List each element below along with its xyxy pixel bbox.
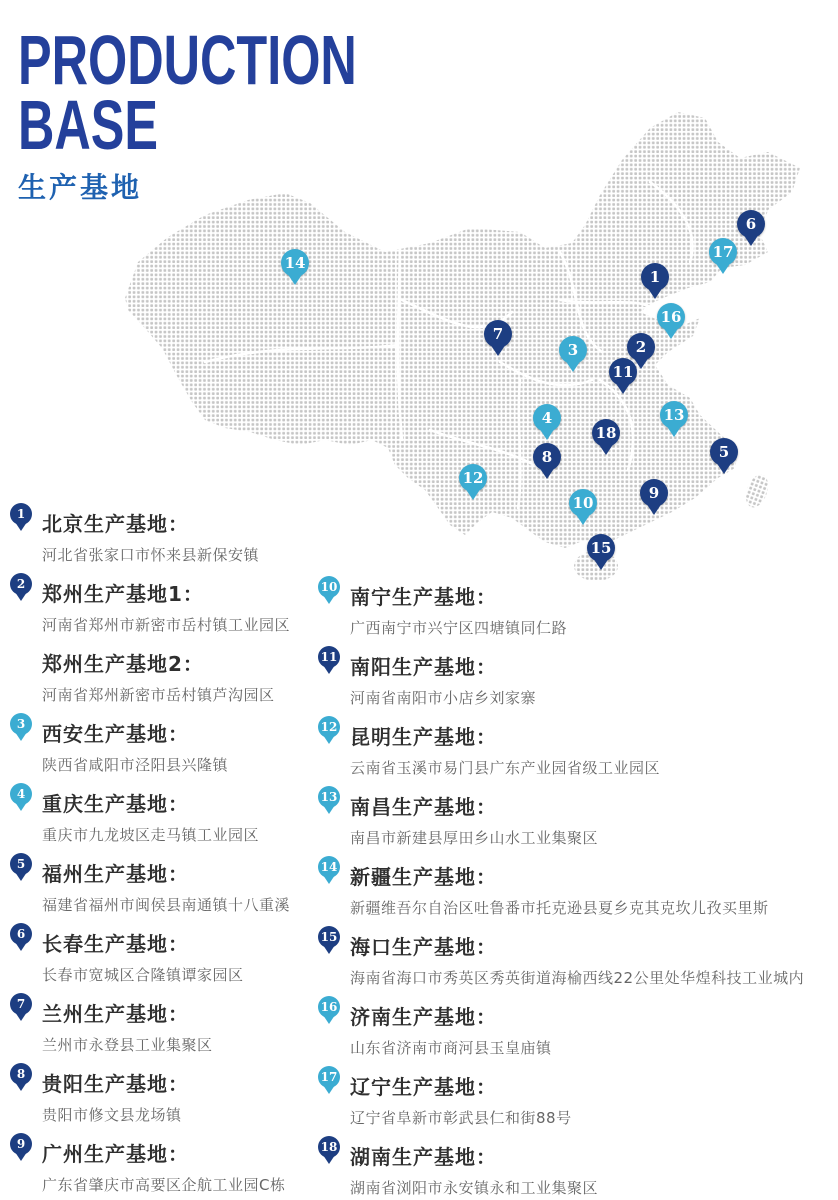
map-pin-number: 12: [462, 469, 484, 487]
list-pin-number: 8: [16, 1067, 26, 1081]
map-pin-12: [459, 464, 487, 492]
map-pin-number: 4: [541, 409, 553, 427]
base-entry: [10, 503, 330, 573]
list-pin-number: 16: [320, 1000, 338, 1014]
base-entry: [10, 643, 330, 713]
base-entry: [10, 573, 330, 643]
list-pin-number: 4: [16, 787, 26, 801]
base-address: 兰州市永登县工业集聚区: [42, 1036, 213, 1054]
base-title: 贵阳生产基地：: [42, 1072, 189, 1096]
base-address: 南昌市新建县厚田乡山水工业集聚区: [350, 829, 599, 847]
base-title: 南昌生产基地：: [350, 795, 497, 819]
list-pin-8: [10, 1063, 32, 1085]
list-pin-number: 11: [320, 650, 338, 664]
list-pin-3: [10, 713, 32, 735]
map-pin-7: [484, 320, 512, 348]
map-pin-number: 8: [541, 448, 553, 466]
base-entry: [10, 993, 330, 1063]
page-title-en-line2: BASE: [18, 86, 159, 164]
list-pin-7: [10, 993, 32, 1015]
map-pin-number: 16: [660, 308, 682, 326]
list-pin-14: [318, 856, 340, 878]
map-pin-number: 10: [572, 494, 594, 512]
map-pin-9: [640, 479, 668, 507]
list-pin-11: [318, 646, 340, 668]
map-pin-6: [737, 210, 765, 238]
map-pin-number: 11: [612, 363, 634, 381]
map-pin-3: [559, 336, 587, 364]
list-pin-number: 12: [320, 720, 338, 734]
base-address: 河南省郑州市新密市岳村镇工业园区: [42, 616, 291, 634]
base-entry: [10, 713, 330, 783]
base-entry: [318, 786, 838, 856]
map-pin-number: 13: [663, 406, 685, 424]
base-entry: [318, 996, 838, 1066]
map-pin-15: [587, 534, 615, 562]
base-address: 重庆市九龙坡区走马镇工业园区: [42, 826, 260, 844]
map-pin-5: [710, 438, 738, 466]
base-entry: [10, 853, 330, 923]
list-pin-number: 18: [320, 1140, 338, 1154]
base-entry: [10, 783, 330, 853]
list-pin-9: [10, 1133, 32, 1155]
base-entry: [318, 1136, 838, 1200]
list-pin-number: 10: [320, 580, 338, 594]
base-title: 北京生产基地：: [42, 512, 189, 536]
base-title: 福州生产基地：: [42, 862, 189, 886]
list-pin-number: 15: [320, 930, 338, 944]
taiwan-island-shape: [742, 472, 772, 511]
base-address: 河北省张家口市怀来县新保安镇: [42, 546, 260, 564]
base-address: 辽宁省阜新市彰武县仁和街88号: [350, 1109, 572, 1127]
base-entry: [10, 923, 330, 993]
base-address: 河南省郑州新密市岳村镇芦沟园区: [42, 686, 275, 704]
list-pin-16: [318, 996, 340, 1018]
page-title-cn: 生产基地: [18, 171, 143, 204]
base-title: 长春生产基地：: [42, 932, 189, 956]
map-pin-number: 15: [590, 539, 612, 557]
base-title: 郑州生产基地1：: [42, 582, 204, 606]
list-pin-number: 2: [16, 577, 26, 591]
base-title: 新疆生产基地：: [350, 865, 497, 889]
map-pin-number: 14: [284, 254, 306, 272]
map-pin-16: [657, 303, 685, 331]
base-address: 贵阳市修文县龙场镇: [42, 1106, 182, 1124]
base-entry: [318, 716, 838, 786]
base-entry: [318, 926, 838, 996]
list-pin-17: [318, 1066, 340, 1088]
list-pin-5: [10, 853, 32, 875]
base-entry: [10, 1063, 330, 1133]
map-pin-10: [569, 489, 597, 517]
list-pin-12: [318, 716, 340, 738]
map-pin-number: 3: [567, 341, 579, 359]
base-title: 重庆生产基地：: [42, 792, 189, 816]
base-title: 郑州生产基地2：: [42, 652, 204, 676]
base-address: 湖南省浏阳市永安镇永和工业集聚区: [350, 1179, 599, 1197]
base-address: 海南省海口市秀英区秀英街道海榆西线22公里处华煌科技工业城内: [350, 969, 805, 987]
map-pin-2: [627, 333, 655, 361]
map-pin-1: [641, 263, 669, 291]
base-title: 广州生产基地：: [42, 1142, 189, 1166]
list-pin-number: 9: [16, 1137, 26, 1151]
base-address: 云南省玉溪市易门县广东产业园省级工业园区: [350, 759, 661, 777]
base-entry: [318, 1066, 838, 1136]
map-pin-number: 9: [648, 484, 660, 502]
list-pin-number: 5: [16, 857, 26, 871]
base-address: 新疆维吾尔自治区吐鲁番市托克逊县夏乡克其克坎儿孜买里斯: [350, 899, 769, 917]
list-pin-number: 14: [320, 860, 338, 874]
map-pin-17: [709, 238, 737, 266]
map-pin-4: [533, 404, 561, 432]
map-pin-number: 1: [649, 268, 661, 286]
base-address: 福建省福州市闽侯县南通镇十八重溪: [42, 896, 291, 914]
list-pin-6: [10, 923, 32, 945]
base-title: 昆明生产基地：: [350, 725, 497, 749]
map-pin-number: 5: [718, 443, 730, 461]
base-title: 西安生产基地：: [42, 722, 189, 746]
map-pin-number: 17: [712, 243, 734, 261]
base-address: 广东省肇庆市高要区企航工业园C栋: [42, 1176, 286, 1194]
base-title: 辽宁生产基地：: [350, 1075, 497, 1099]
base-title: 兰州生产基地：: [42, 1002, 189, 1026]
page-title-en-line1: PRODUCTION: [18, 21, 357, 99]
base-title: 南宁生产基地：: [350, 585, 497, 609]
list-pin-number: 1: [16, 507, 26, 521]
map-pin-number: 6: [745, 215, 757, 233]
base-entry: [318, 856, 838, 926]
list-pin-2: [10, 573, 32, 595]
list-pin-number: 17: [320, 1070, 338, 1084]
base-title: 南阳生产基地：: [350, 655, 497, 679]
map-pin-number: 2: [635, 338, 647, 356]
list-pin-4: [10, 783, 32, 805]
bases-column-left: [10, 503, 330, 1200]
map-pin-14: [281, 249, 309, 277]
base-address: 山东省济南市商河县玉皇庙镇: [350, 1039, 552, 1057]
list-pin-13: [318, 786, 340, 808]
base-entry: [318, 576, 838, 646]
base-title: 湖南生产基地：: [350, 1145, 497, 1169]
base-address: 河南省南阳市小店乡刘家寨: [350, 689, 537, 707]
base-entry: [318, 646, 838, 716]
base-address: 长春市宽城区合隆镇谭家园区: [42, 966, 244, 984]
bases-column-right: [318, 576, 838, 1200]
list-pin-number: 13: [320, 790, 338, 804]
list-pin-number: 3: [16, 717, 26, 731]
map-pin-number: 18: [595, 424, 617, 442]
base-address: 陕西省咸阳市泾阳县兴隆镇: [42, 756, 229, 774]
map-pin-18: [592, 419, 620, 447]
list-pin-1: [10, 503, 32, 525]
map-pin-13: [660, 401, 688, 429]
list-pin-15: [318, 926, 340, 948]
list-pin-number: 7: [16, 997, 26, 1011]
map-pin-8: [533, 443, 561, 471]
map-pin-11: [609, 358, 637, 386]
base-address: 广西南宁市兴宁区四塘镇同仁路: [350, 619, 568, 637]
map-pin-number: 7: [492, 325, 504, 343]
base-entry: [10, 1133, 330, 1200]
list-pin-18: [318, 1136, 340, 1158]
list-pin-number: 6: [16, 927, 26, 941]
base-title: 海口生产基地：: [350, 935, 497, 959]
list-pin-10: [318, 576, 340, 598]
base-title: 济南生产基地：: [350, 1005, 497, 1029]
